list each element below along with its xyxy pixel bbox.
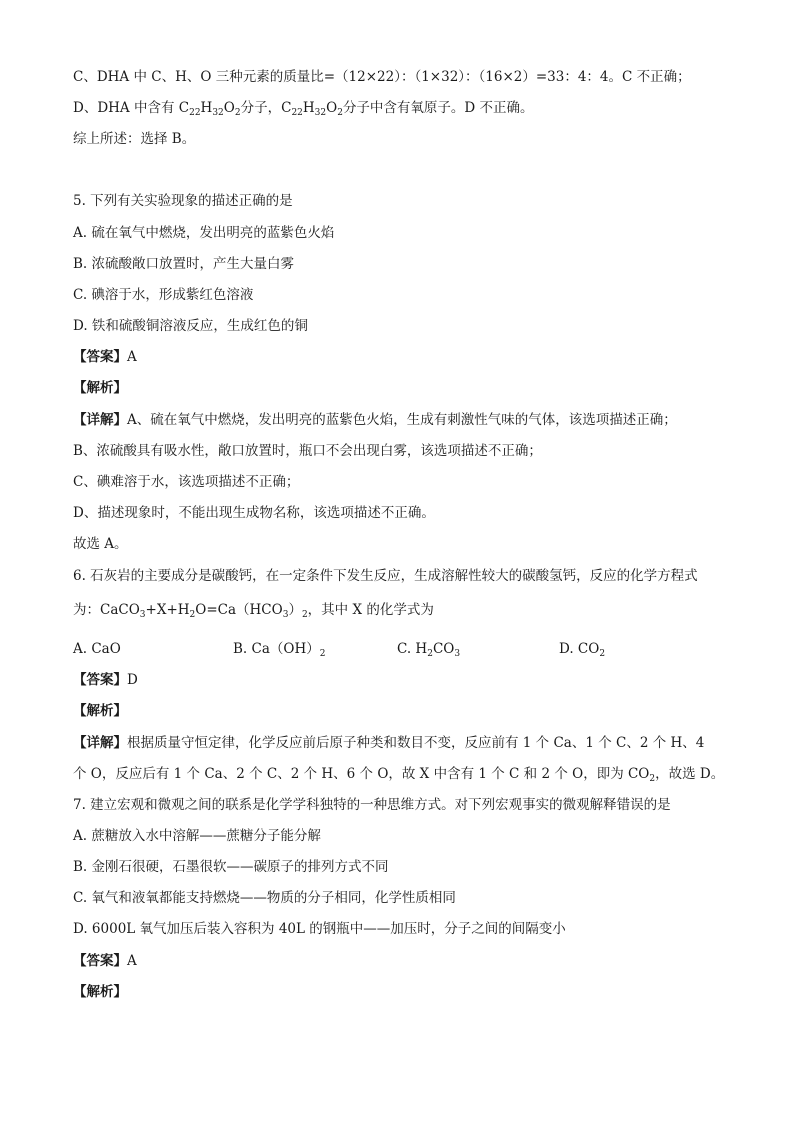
question-6-option-b: B. $Ca(OH)_2$ (233, 641, 326, 659)
question-7-option-c: C. 氧气和液氧都能支持燃烧——物质的分子相同，化学性质相同 (73, 890, 456, 906)
question-5-option-d: D. 铁和硫酸铜溶液反应，生成红色的铜 (73, 318, 308, 334)
question-5-detail-a: 【详解】A、硫在氧气中燃烧，发出明亮的蓝紫色火焰，生成有刺激性气味的气体，该选项描述正确； (73, 412, 677, 428)
question-5-answer: 【答案】A (73, 349, 137, 365)
question-6-analysis-heading: 【解析】 (73, 703, 127, 719)
question-5-conclusion: 故选 A。 (73, 536, 128, 552)
question-5-stem: 5. 下列有关实验现象的描述正确的是 (73, 193, 293, 209)
question-7-stem: 7. 建立宏观和微观之间的联系是化学学科独特的一种思维方式。对下列宏观事实的微观解释错误的是 (73, 797, 671, 813)
question-7-option-d: D. 6000L 氧气加压后装入容积为 40L 的钢瓶中——加压时，分子之间的间隔变小 (73, 921, 566, 937)
question-5-detail-b: B、浓硫酸具有吸水性，敞口放置时，瓶口不会出现白雾，该选项描述不正确； (73, 443, 542, 459)
question-6-options (73, 640, 733, 658)
question-6-detail: 【详解】根据质量守恒定律，化学反应前后原子种类和数目不变，反应前有 1 个 Ca、1 个 C、2 个 H、4 (73, 735, 705, 751)
summary-line: 综上所述：选择 B。 (73, 131, 196, 147)
question-6-equation: 为：$CaCO_3+X+H_2O=Ca(HCO_3)_2$，其中 X 的化学式为 (73, 602, 434, 620)
question-7-option-b: B. 金刚石很硬，石墨很软——碳原子的排列方式不同 (73, 859, 389, 875)
question-6-stem: 6. 石灰岩的主要成分是碳酸钙，在一定条件下发生反应，生成溶解性较大的碳酸氢钙，反应的化学方程式 (73, 568, 698, 584)
question-5-option-a: A. 硫在氧气中燃烧，发出明亮的蓝紫色火焰 (73, 225, 335, 241)
question-6-option-a: A. CaO (73, 641, 121, 657)
question-5-option-c: C. 碘溶于水，形成紫红色溶液 (73, 287, 254, 303)
question-6-option-d: D. $CO_2$ (559, 641, 606, 659)
question-5-detail-d: D、描述现象时，不能出现生成物名称，该选项描述不正确。 (73, 505, 435, 521)
option-d-analysis: D、DHA 中含有 $C_{22}H_{32}O_2$分子，$C_{22}H_{32}O_2$分子中含有氧原子。D 不正确。 (73, 100, 534, 118)
question-5-detail-c: C、碘难溶于水，该选项描述不正确； (73, 474, 300, 490)
question-7-analysis-heading: 【解析】 (73, 984, 127, 1000)
question-5-analysis-heading: 【解析】 (73, 380, 127, 396)
question-6-option-c: C. $H_2CO_3$ (397, 641, 461, 659)
question-5-option-b: B. 浓硫酸敞口放置时，产生大量白雾 (73, 256, 295, 272)
question-6-detail-cont: 个 O，反应后有 1 个 Ca、2 个 C、2 个 H、6 个 O，故 X 中含有 1 个 C 和 2 个 O，即为 $CO_2$，故选 D。 (73, 766, 725, 784)
question-6-answer: 【答案】D (73, 672, 138, 688)
option-c-analysis: C、DHA 中 C、H、O 三种元素的质量比=（12×22）：（1×32）：（16×2）=33：4：4。C 不正确； (73, 69, 691, 85)
question-7-option-a: A. 蔗糖放入水中溶解——蔗糖分子能分解 (73, 828, 321, 844)
question-7-answer: 【答案】A (73, 953, 137, 969)
